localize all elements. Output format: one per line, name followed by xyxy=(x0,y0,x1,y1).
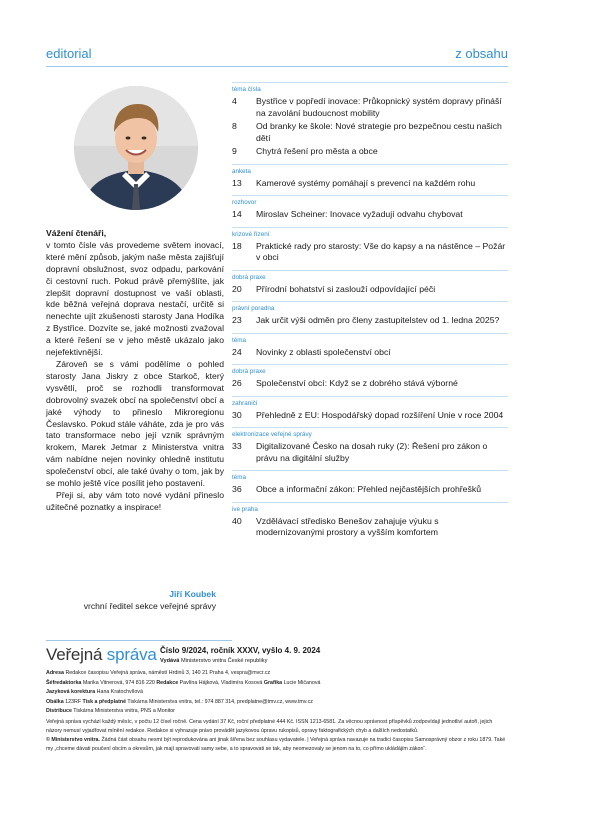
toc-entry[interactable] xyxy=(232,484,508,496)
toc-article-title: Vzdělávací středisko Benešov zahajuje výuku s modernizovanými prostory a vyšším komfortem xyxy=(256,515,439,537)
toc-section xyxy=(232,396,508,428)
imprint-label: Grafika xyxy=(263,679,283,686)
section-label-editorial: editorial xyxy=(46,46,92,61)
toc-entry[interactable] xyxy=(232,315,508,327)
toc-section-label: právní poradna xyxy=(232,305,275,312)
author-portrait-image xyxy=(74,86,198,210)
imprint xyxy=(46,669,508,753)
toc-page-number: 4 xyxy=(232,96,237,106)
magazine-logo xyxy=(46,645,157,665)
toc-article-title: Od branky ke škole: Nové strategie pro bezpečnou cestu našich dětí xyxy=(256,121,502,143)
toc-article-title: Novinky z oblasti společenství obcí xyxy=(256,346,391,357)
toc-entry[interactable] xyxy=(232,146,508,158)
imprint-value: Lucie Mičanová xyxy=(283,679,321,686)
toc-article-title: Přírodní bohatství si zaslouží odpovídající péči xyxy=(256,283,436,294)
editorial-paragraph: Zároveň se s vámi podělíme o pohled starosty Jana Jiskry z obce Starkoč, který vysvětlí, proč se rozhodli transformovat dobrovolný svazek obcí na společenství obcí a jaké výhody to přineslo Mikroregionu Česlavsko. Pokud stále váháte, zda je pro vás tato transformace nebo její vznik správným krokem, Marek Jetmar z Ministerstva vnitra vám nabídne nejen novinky ohledně institutu společenství obcí, ale také úvahy o tom, jak by se mohlo ještě více posílit jeho postavení. xyxy=(46,358,224,489)
toc-section-label: elektronizace veřejné správy xyxy=(232,431,312,438)
toc-article-title: Kamerové systémy pomáhají s prevencí na každém rohu xyxy=(256,177,476,188)
toc-section-label: dobrá praxe xyxy=(232,273,266,281)
toc-section-label: rozhovor xyxy=(232,199,257,206)
toc-section-label: anketa xyxy=(232,167,251,175)
toc-entry[interactable] xyxy=(232,378,508,390)
toc-article-title: Praktické rady pro starosty: Vše do kapsy a na nástěnce – Požár v obci xyxy=(256,240,506,262)
masthead-divider xyxy=(46,640,232,641)
toc-page-number: 13 xyxy=(232,177,242,188)
publisher-label: Vydává xyxy=(160,658,180,664)
toc-page-number: 33 xyxy=(232,441,242,451)
toc-entry[interactable] xyxy=(232,441,508,464)
imprint-value: Marika Vitnerová, 974 816 220 xyxy=(82,679,155,686)
imprint-value: 123RF xyxy=(65,698,82,705)
toc-entry[interactable] xyxy=(232,178,508,190)
toc-section xyxy=(232,164,508,196)
toc-entry[interactable] xyxy=(232,410,508,422)
toc-section-label: dobrá praxe xyxy=(232,368,266,375)
toc-entry[interactable] xyxy=(232,121,508,144)
editorial-greeting: Vážení čtenáři, xyxy=(46,228,107,238)
toc-article-title: Chytrá řešení pro města a obce xyxy=(256,146,378,156)
imprint-label: Obálka xyxy=(46,698,64,705)
toc-entry[interactable] xyxy=(232,96,508,119)
toc-section xyxy=(232,195,508,227)
toc-section xyxy=(232,227,508,270)
imprint-legal: Veřejná správa vychází každý měsíc, v počtu 12 čísel ročně. Cena vydání 37 Kč, roční předplatné 444 Kč. ISSN 1213-6581. Za věcnou správnost příspěvků zodpovídají jednotliví autoři, jejich názory nemusí vyjadřovat mínění redakce. Redakce si vyhrazuje právo provádět jazykovou úpravu rukopisů, opravy faktografických chyb a dalších nedostatků. xyxy=(46,718,493,734)
publisher-info xyxy=(160,658,267,664)
toc-article-title: Obce a informační zákon: Přehled nejčastějších prohřešků xyxy=(256,484,482,494)
imprint-editors xyxy=(46,679,508,689)
imprint-label: Redakce xyxy=(156,679,179,686)
toc-section-label: krizové řízení xyxy=(232,230,270,238)
editorial-paragraph: v tomto čísle vás provedeme světem inovací, které mění způsob, jakým naše města zajišťují dopravní obslužnost, svoz odpadu, parkování či cestovní ruch. Pokud právě přemýšlíte, jak zlepšit dopravní dostupnost ve vaší oblasti, kde běžná veřejná doprava nestačí, určitě si nenechte ujít zkušenosti starosty Jana Hodíka z Bystřice. Dozvíte se, jaké možnosti zvažoval a které řešení se v jeho městě ukázalo jako nejefektivnější. xyxy=(46,239,224,358)
toc-page-number: 14 xyxy=(232,209,242,219)
imprint-value: Žádná část obsahu nesmí být reprodukována ani jinak šířena bez souhlasu vydavatele. | Veřejná správa navazuje na tradici časopisu Samosprávný obzor z roku 1879. Také my „chceme dávati poučení obcím a okresům, jak mají spravovati samy sebe, a to spravovati se tak, aby neomezovaly se jenom na to, co přímo ukládájím zákon“. xyxy=(46,737,506,752)
toc-page-number: 26 xyxy=(232,378,242,388)
editorial-signature xyxy=(46,588,216,612)
imprint-label: Šéfredaktorka xyxy=(46,679,82,686)
imprint-copyright xyxy=(46,736,508,753)
imprint-value: Redakce časopisu Veřejná správa, náměstí Hrdinů 3, 140 21 Praha 4, vespra@mvcr.cz xyxy=(65,670,271,676)
toc-entry[interactable] xyxy=(232,516,508,539)
imprint-distribution xyxy=(46,707,508,717)
header-divider xyxy=(46,66,508,67)
toc-section-label: zahraničí xyxy=(232,399,258,407)
imprint-label: Distribuce xyxy=(46,708,72,715)
publisher-name: Ministerstvo vnitra České republiky xyxy=(180,658,268,664)
imprint-value: Hana Kratochvílová xyxy=(96,689,143,696)
imprint-print xyxy=(46,698,508,708)
toc-entry[interactable] xyxy=(232,347,508,359)
table-of-contents xyxy=(232,82,508,545)
editorial-text xyxy=(46,228,224,514)
toc-section xyxy=(232,470,508,502)
toc-section-label: ive praha xyxy=(232,505,258,513)
toc-section xyxy=(232,333,508,365)
editorial-paragraph: Přeji si, aby vám toto nové vydání přineslo užitečné poznatky a inspirace! xyxy=(46,489,224,512)
toc-section xyxy=(232,502,508,545)
signature-name: Jiří Koubek xyxy=(169,589,216,599)
toc-page-number: 18 xyxy=(232,240,242,251)
imprint-label: Tisk a předplatné xyxy=(82,698,127,705)
imprint-label: © Ministerstvo vnitra. xyxy=(46,737,100,744)
toc-entry[interactable] xyxy=(232,241,508,264)
signature-role: vrchní ředitel sekce veřejné správy xyxy=(83,601,216,611)
toc-article-title: Digitalizované Česko na dosah ruky (2): Řešení pro zákon o právu na digitální služby xyxy=(256,441,488,463)
toc-page-number: 36 xyxy=(232,484,242,494)
toc-article-title: Jak určit výši odměn pro členy zastupitelstev od 1. ledna 2025? xyxy=(256,315,500,325)
toc-page-number: 30 xyxy=(232,409,242,420)
toc-page-number: 40 xyxy=(232,515,242,526)
toc-section-label: téma xyxy=(232,474,246,481)
issue-info: Číslo 9/2024, ročník XXXV, vyšlo 4. 9. 2024 xyxy=(160,646,321,655)
toc-page-number: 23 xyxy=(232,315,242,325)
imprint-value: Tiskárna Ministerstva vnitra, tel.: 974 887 314, predplatne@tmv.cz, www.tmv.cz xyxy=(127,698,313,705)
toc-article-title: Společenství obcí: Když se z dobrého stává výborné xyxy=(256,378,458,388)
toc-section xyxy=(232,427,508,470)
toc-section-label: téma čísla xyxy=(232,86,261,93)
toc-section xyxy=(232,364,508,396)
imprint-value: Tiskárna Ministerstva vnitra, PNS a Monitor xyxy=(73,708,175,715)
toc-entry[interactable] xyxy=(232,284,508,296)
logo-word-2: správa xyxy=(106,645,157,664)
toc-entry[interactable] xyxy=(232,209,508,221)
imprint-label: Adresa xyxy=(46,670,64,676)
toc-article-title: Přehledně z EU: Hospodářský dopad rozšíření Unie v roce 2004 xyxy=(256,409,504,420)
toc-article-title: Miroslav Scheiner: Inovace vyžadují odvahu chybovat xyxy=(256,209,463,219)
toc-section-label: téma xyxy=(232,336,246,344)
section-label-contents: z obsahu xyxy=(455,46,508,61)
imprint-label: Jazyková korektura xyxy=(46,689,96,696)
imprint-proof xyxy=(46,688,508,698)
toc-page-number: 9 xyxy=(232,146,237,156)
toc-section xyxy=(232,270,508,302)
imprint-address xyxy=(46,669,508,679)
imprint-value: Pavlína Hájková, Vladimíra Kosová xyxy=(179,679,263,686)
toc-section xyxy=(232,82,508,164)
toc-page-number: 24 xyxy=(232,346,242,357)
toc-article-title: Bystřice v popředí inovace: Průkopnický systém dopravy přináší na zavolání budoucnost mobility xyxy=(256,96,502,118)
author-portrait xyxy=(74,86,198,210)
logo-word-1: Veřejná xyxy=(46,645,103,664)
toc-section xyxy=(232,301,508,333)
toc-page-number: 8 xyxy=(232,121,237,131)
toc-page-number: 20 xyxy=(232,283,242,294)
